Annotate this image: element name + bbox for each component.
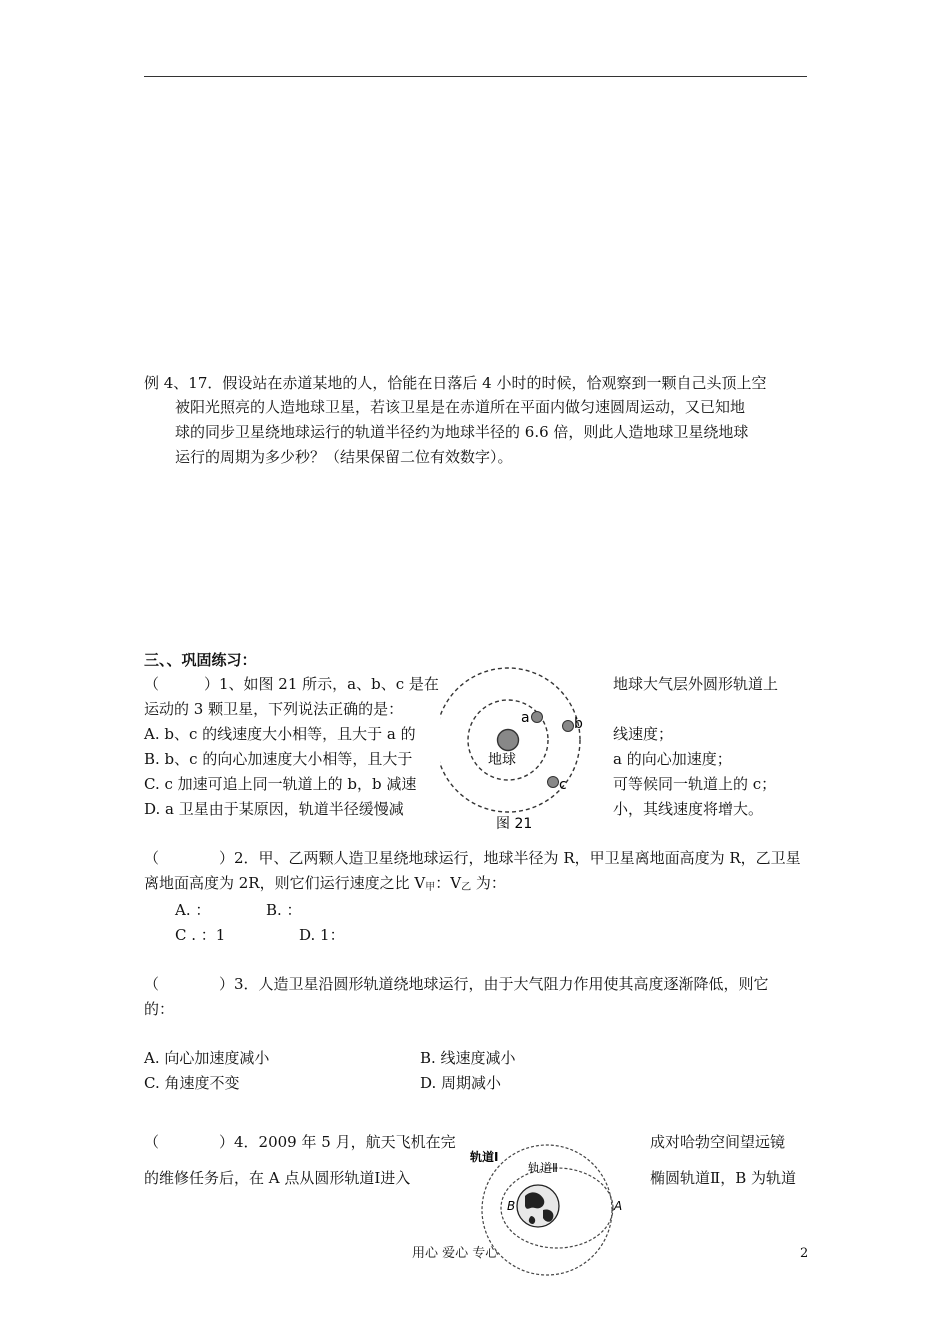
- example-line-1: 例 4、17．假设站在赤道某地的人，恰能在日落后 4 小时的时候，恰观察到一颗自己头顶上空: [144, 374, 767, 392]
- page-number: 2: [800, 1246, 809, 1261]
- q2-sub-jia: 甲: [425, 882, 436, 893]
- q1-right-line-3: 线速度；: [613, 725, 674, 743]
- q3-line-1: （ ）3．人造卫星沿圆形轨道绕地球运行，由于大气阻力作用使其高度逐渐降低，则它: [144, 975, 769, 993]
- earth-icon: [498, 730, 519, 751]
- example-line-2: 被阳光照亮的人造地球卫星，若该卫星是在赤道所在平面内做匀速圆周运动，又已知地: [175, 398, 746, 416]
- q4-line-2-right: 椭圆轨道Ⅱ，B 为轨道: [650, 1169, 796, 1187]
- point-b-label: B: [507, 1199, 516, 1213]
- q2-line-2: [144, 876, 506, 893]
- header-rule: [144, 76, 807, 77]
- q1-right-line-1: 地球大气层外圆形轨道上: [613, 675, 779, 693]
- q4-line-1-right: 成对哈勃空间望远镜: [650, 1133, 786, 1151]
- figure-21-caption: 图 21: [496, 816, 533, 832]
- q2-option-a: A. ：: [175, 901, 211, 919]
- q1-left-line-1: （ ）1、如图 21 所示，a、b、c 是在: [144, 675, 439, 693]
- q2-option-b: B. ：: [266, 901, 302, 919]
- q3-option-c: C. 角速度不变: [144, 1074, 240, 1092]
- q1-right-line-5: 可等候同一轨道上的 c；: [613, 775, 777, 793]
- q1-left-line-2: 运动的 3 颗卫星，下列说法正确的是：: [144, 700, 404, 718]
- q1-option-b: B. b、c 的向心加速度大小相等，且大于: [144, 750, 413, 768]
- q2-line-1: （ ）2．甲、乙两颗人造卫星绕地球运行，地球半径为 R，甲卫星离地面高度为 R，乙卫星: [144, 849, 801, 867]
- q2-line-2-end: 为：: [471, 874, 506, 892]
- q2-option-d: D. 1：: [299, 926, 345, 944]
- figure-21-orbits: [440, 665, 610, 835]
- q3-option-d: D. 周期减小: [420, 1074, 502, 1092]
- q4-line-2-left: 的维修任务后，在 A 点从圆形轨道Ⅰ进入: [144, 1169, 411, 1187]
- q1-option-a: A. b、c 的线速度大小相等，且大于 a 的: [144, 725, 416, 743]
- satellite-b-icon: [563, 721, 574, 732]
- q1-right-line-6: 小，其线速度将增大。: [613, 800, 764, 818]
- satellite-c-label: c: [559, 777, 567, 793]
- q2-ratio-colon: ：V: [435, 874, 462, 892]
- q2-line-2-text: 离地面高度为 2R，则它们运行速度之比 V: [144, 874, 426, 892]
- satellite-b-label: b: [574, 716, 583, 732]
- q4-line-1-left: （ ）4．2009 年 5 月，航天飞机在完: [144, 1133, 456, 1151]
- orbit-1-label: 轨道Ⅰ: [470, 1150, 499, 1164]
- q1-option-d: D. a 卫星由于某原因，轨道半径缓慢减: [144, 800, 404, 818]
- q2-sub-yi: 乙: [461, 882, 472, 893]
- q3-option-b: B. 线速度减小: [420, 1049, 516, 1067]
- footer-slogan: 用心 爱心 专心: [412, 1246, 499, 1261]
- q1-right-line-4: a 的向心加速度；: [613, 750, 732, 768]
- satellite-a-icon: [532, 712, 543, 723]
- q3-option-a: A. 向心加速度减小: [144, 1049, 270, 1067]
- q2-option-c: C . ：1: [175, 926, 226, 944]
- satellite-a-label: a: [521, 710, 530, 726]
- q1-option-c: C. c 加速可追上同一轨道上的 b，b 减速: [144, 775, 417, 793]
- satellite-c-icon: [548, 777, 559, 788]
- example-line-3: 球的同步卫星绕地球运行的轨道半径约为地球半径的 6.6 倍，则此人造地球卫星绕地球: [175, 423, 749, 441]
- q3-line-2: 的：: [144, 1000, 175, 1018]
- point-a-label: A: [614, 1199, 623, 1213]
- example-line-4: 运行的周期为多少秒？（结果保留二位有效数字）。: [175, 448, 513, 466]
- earth-label: 地球: [488, 752, 516, 768]
- orbit-2-label: 轨道Ⅱ: [528, 1161, 558, 1175]
- section-title: 三、、巩固练习：: [144, 651, 257, 669]
